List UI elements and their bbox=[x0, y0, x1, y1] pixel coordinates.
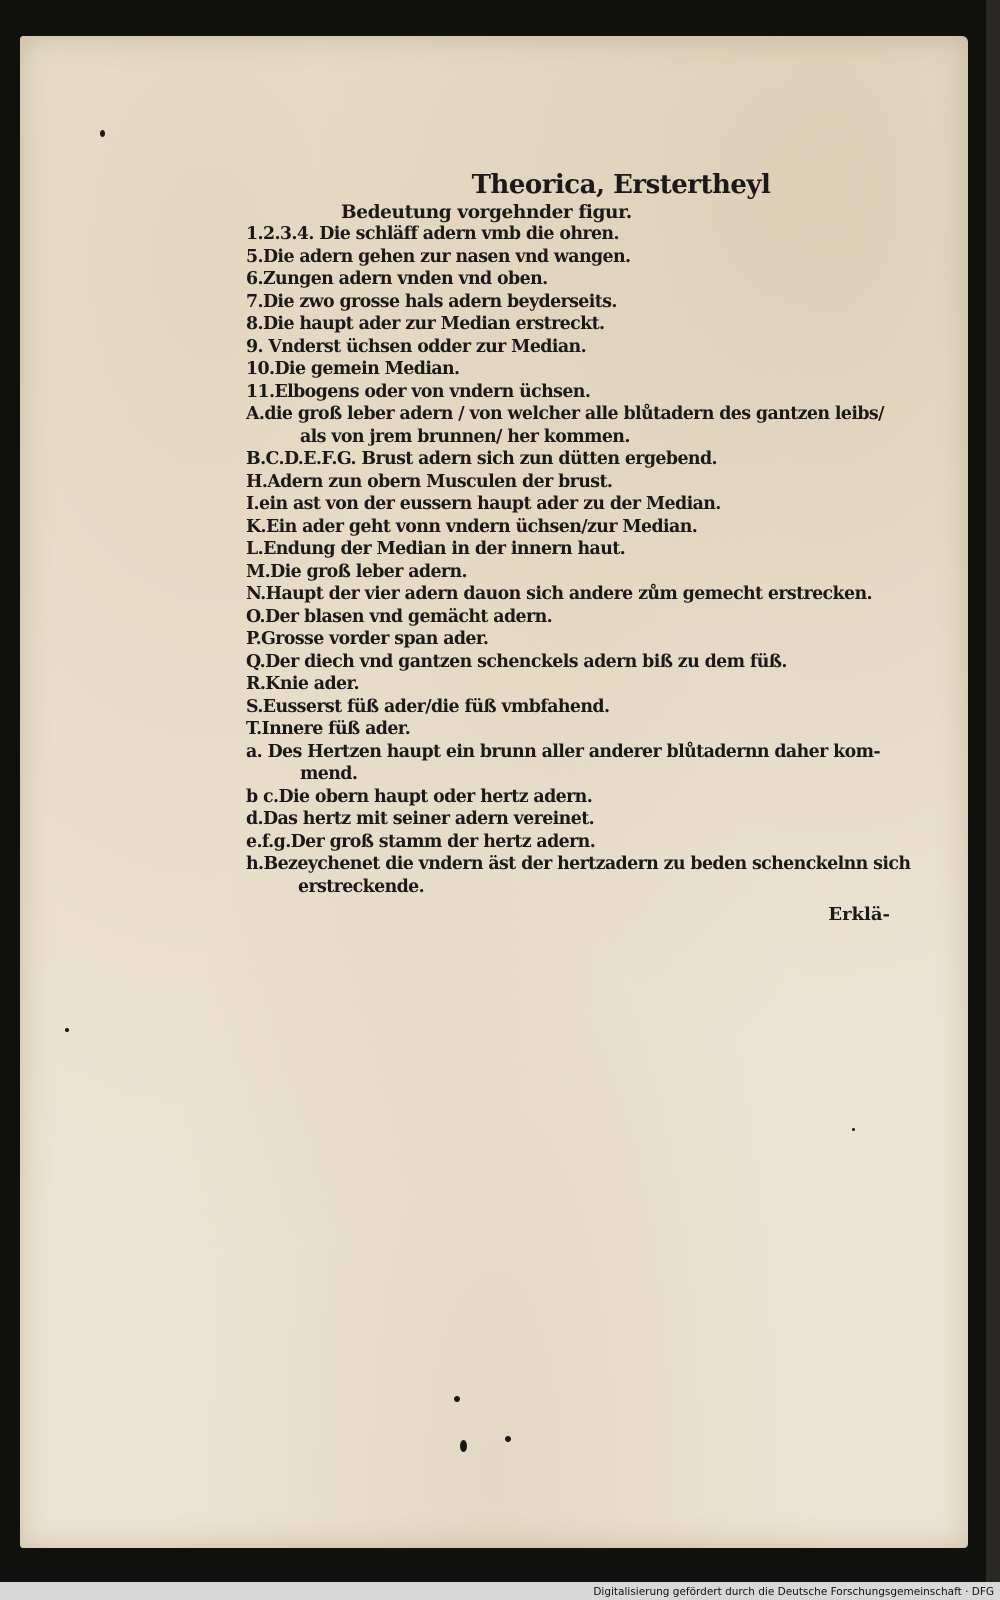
legend-entry: b c.Die obern haupt oder hertz adern. bbox=[246, 786, 593, 807]
legend-title: Bedeutung vorgehnder figur. bbox=[341, 202, 632, 223]
binding-edge bbox=[986, 0, 1000, 1600]
legend-entry: B.C.D.E.F.G. Brust adern sich zun dütten ergebend. bbox=[246, 449, 717, 469]
legend-entry: a. Des Hertzen haupt ein brunn aller anderer blůtadernn daher kom- bbox=[246, 741, 880, 762]
legend-entry-continuation: als von jrem brunnen/ her kommen. bbox=[300, 426, 630, 447]
footer-credit: Digitalisierung gefördert durch die Deutsche Forschungsgemeinschaft · DFG bbox=[593, 1586, 994, 1598]
legend-entry: 7.Die zwo grosse hals adern beyderseits. bbox=[246, 291, 617, 312]
legend-entry: e.f.g.Der groß stamm der hertz adern. bbox=[246, 831, 596, 852]
legend-entry-continuation: erstreckende. bbox=[298, 876, 425, 897]
ink-speck bbox=[454, 1396, 460, 1402]
legend-entry: A.die groß leber adern / von welcher alle blůtadern des gantzen leibs/ bbox=[246, 404, 884, 424]
ink-speck bbox=[65, 1028, 69, 1032]
legend-entry: K.Ein ader geht vonn vndern üchsen/zur Median. bbox=[246, 516, 698, 537]
legend-entry-continuation: mend. bbox=[300, 764, 358, 784]
footer-bar bbox=[0, 1582, 1000, 1600]
legend-entry: I.ein ast von der eussern haupt ader zu der Median. bbox=[246, 494, 721, 514]
catchword: Erklä- bbox=[828, 904, 890, 925]
legend-entry: T.Innere füß ader. bbox=[246, 719, 411, 739]
legend-entry: 10.Die gemein Median. bbox=[246, 359, 460, 379]
ink-speck bbox=[852, 1128, 855, 1131]
legend-entry: 6.Zungen adern vnden vnd oben. bbox=[246, 269, 548, 289]
legend-entry: H.Adern zun obern Musculen der brust. bbox=[246, 471, 613, 492]
ink-speck bbox=[505, 1436, 511, 1442]
legend-entry: 9. Vnderst üchsen odder zur Median. bbox=[246, 336, 587, 357]
page-text bbox=[246, 170, 911, 925]
legend-entry: Q.Der diech vnd gantzen schenckels adern biß zu dem füß. bbox=[246, 651, 787, 672]
legend-entry: L.Endung der Median in der innern haut. bbox=[246, 539, 626, 559]
legend-entry: P.Grosse vorder span ader. bbox=[246, 629, 489, 649]
legend-entry: 1.2.3.4. Die schläff adern vmb die ohren. bbox=[246, 224, 619, 244]
legend-entry: h.Bezeychenet die vndern äst der hertzadern zu beden schenckelnn sich bbox=[246, 854, 911, 874]
running-head: Theorica, Erstertheyl bbox=[471, 170, 771, 200]
legend-entry: d.Das hertz mit seiner adern vereinet. bbox=[246, 809, 595, 829]
legend-entry: 5.Die adern gehen zur nasen vnd wangen. bbox=[246, 246, 631, 267]
legend-entry: O.Der blasen vnd gemächt adern. bbox=[246, 606, 553, 627]
legend-entry: M.Die groß leber adern. bbox=[246, 561, 467, 582]
ink-speck bbox=[100, 130, 105, 137]
ink-speck bbox=[460, 1440, 467, 1452]
legend-entry: R.Knie ader. bbox=[246, 674, 359, 694]
legend-entry: 11.Elbogens oder von vndern üchsen. bbox=[246, 381, 591, 402]
legend-entry: N.Haupt der vier adern dauon sich andere zům gemecht erstrecken. bbox=[246, 584, 872, 604]
legend-entry: 8.Die haupt ader zur Median erstreckt. bbox=[246, 314, 605, 334]
legend-entry: S.Eusserst füß ader/die füß vmbfahend. bbox=[246, 696, 610, 717]
